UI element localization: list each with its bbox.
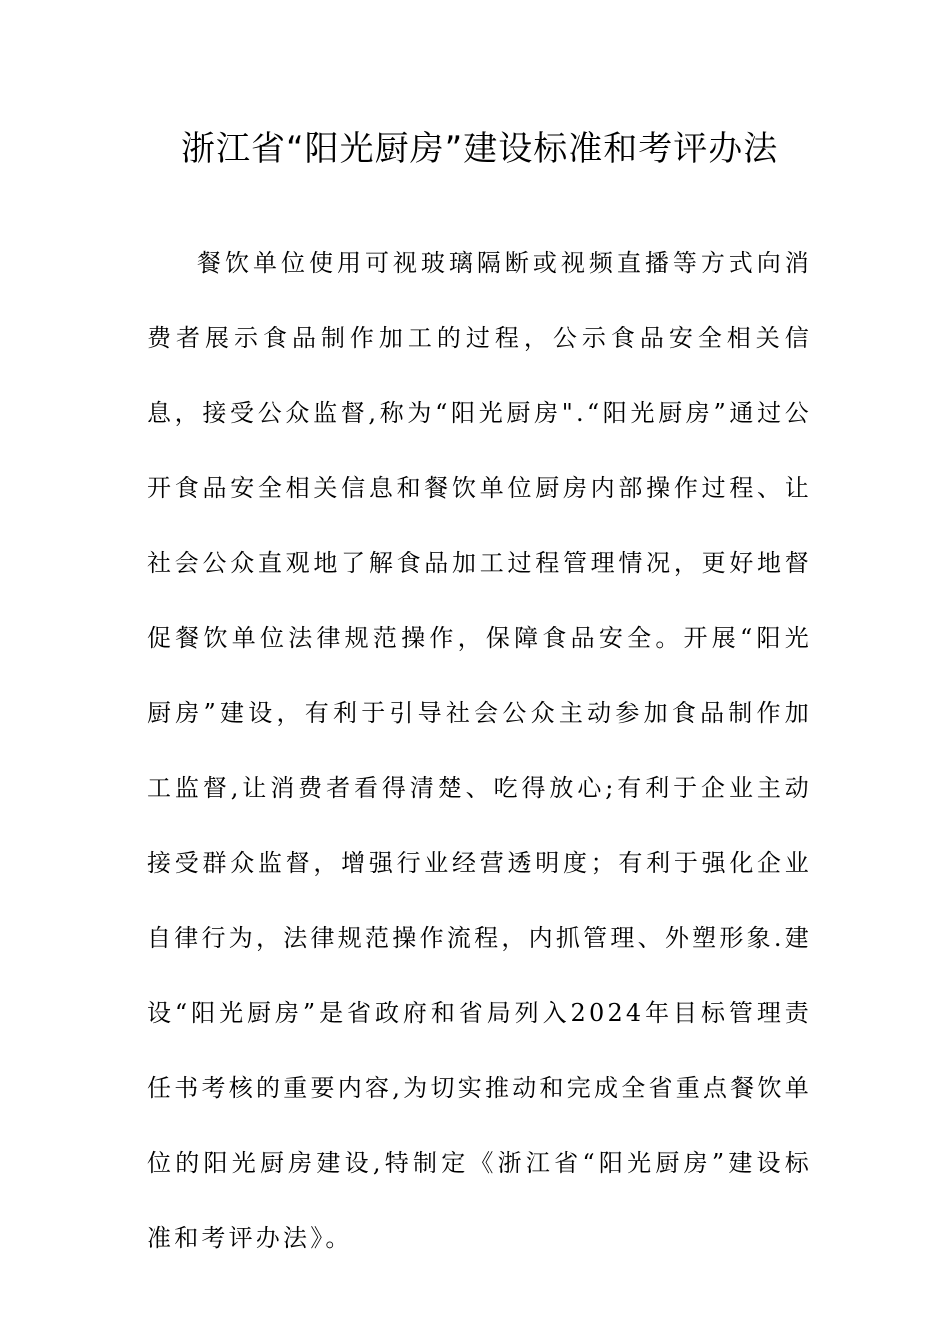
document-title: 浙江省“阳光厨房”建设标准和考评办法 xyxy=(181,129,779,169)
document-paragraph: 餐饮单位使用可视玻璃隔断或视频直播等方式向消费者展示食品制作加工的过程，公示食品安全相关信息，接受公众监督,称为“阳光厨房".“阳光厨房”通过公开食品安全相关信息和餐饮单位厨房内部操作过程、让社会公众直观地了解食品加工过程管理情况，更好地督促餐饮单位法律规范操作，保障食品安全。开展“阳光厨房”建设，有利于引导社会公众主动参加食品制作加工监督,让消费者看得清楚、吃得放心;有利于企业主动接受群众监督，增强行业经营透明度；有利于强化企业自律行为，法律规范操作流程，内抓管理、外塑形象.建设“阳光厨房”是省政府和省局列入2024年目标管理责任书考核的重要内容,为切实推动和完成全省重点餐饮单位的阳光厨房建设,特制定《浙江省“阳光厨房”建设标准和考评办法》。 xyxy=(147,249,812,1252)
